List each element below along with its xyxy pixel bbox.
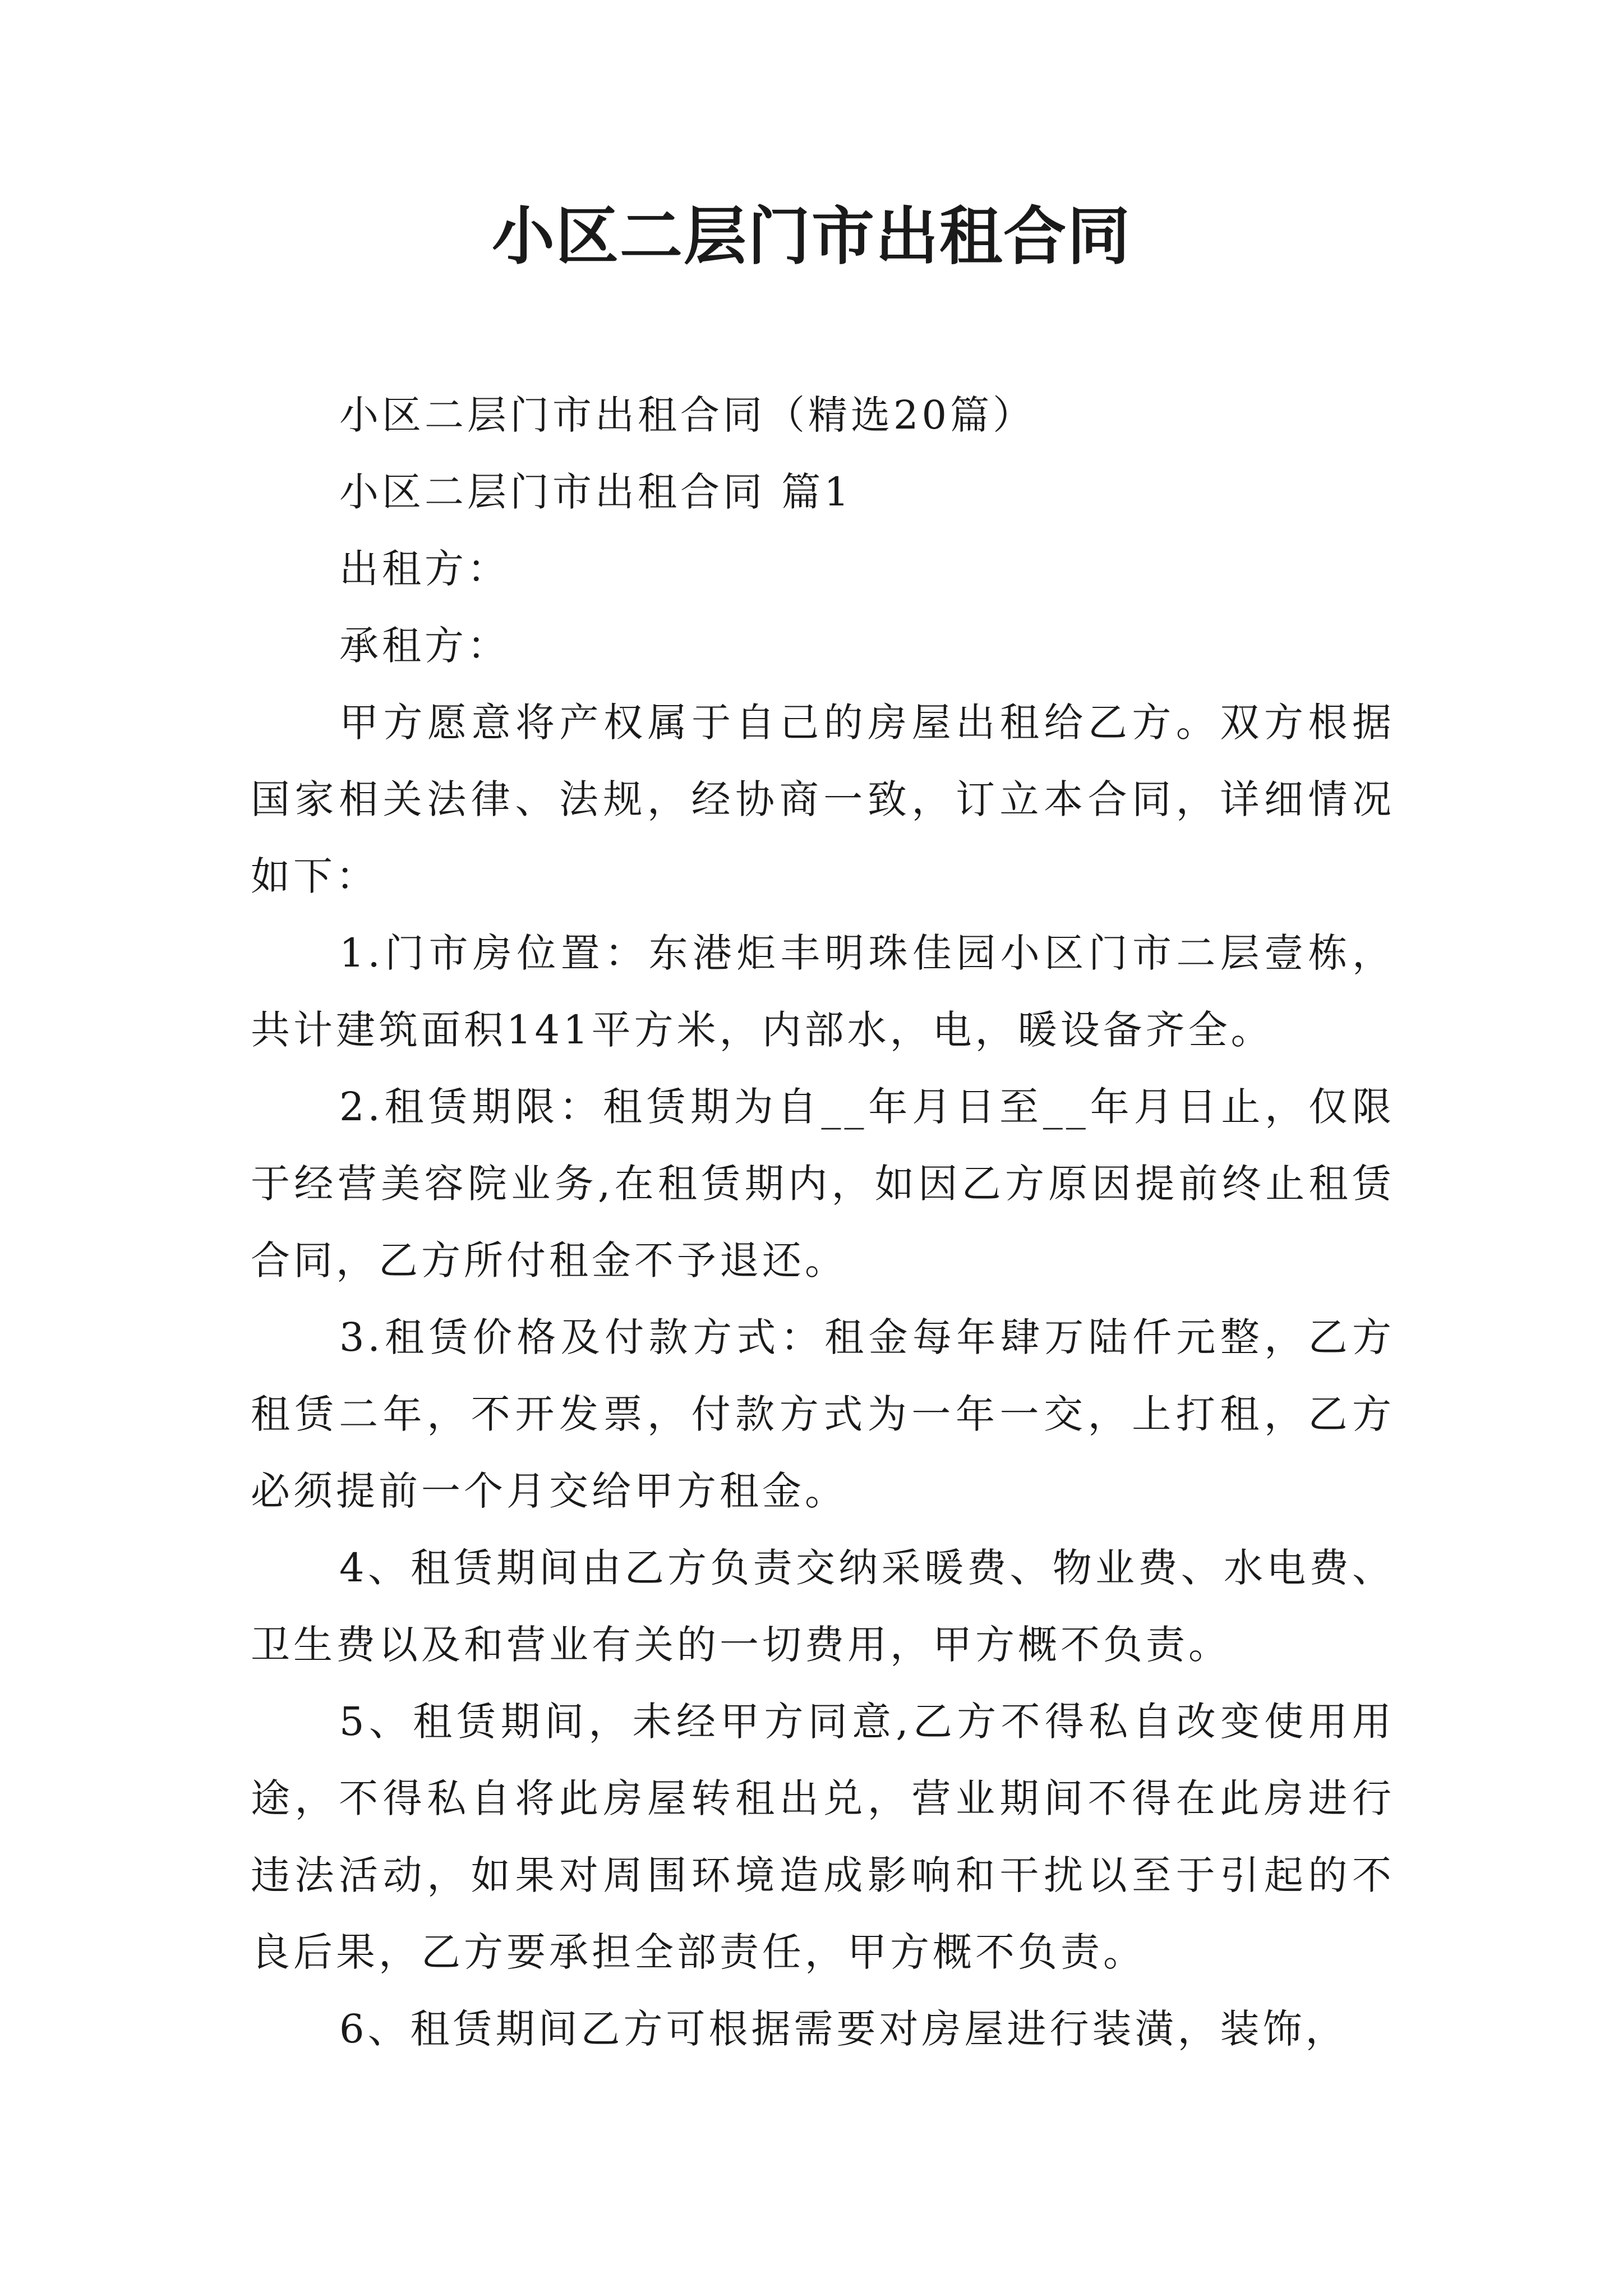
paragraph-section-heading: 小区二层门市出租合同 篇1 (339, 469, 852, 515)
paragraph-clause-4: 4、租赁期间由乙方负责交纳采暖费、物业费、水电费、卫生费以及和营业有关的一切费用，甲方概不负责。 (251, 1545, 1395, 1668)
paragraph-intro: 甲方愿意将产权属于自己的房屋出租给乙方。双方根据国家相关法律、法规，经协商一致，订立本合同，详细情况如下： (251, 700, 1395, 899)
document-title: 小区二层门市出租合同 (492, 200, 1131, 273)
paragraph-clause-5: 5、租赁期间，未经甲方同意,乙方不得私自改变使用用途，不得私自将此房屋转租出兑，营业期间不得在此房进行违法活动，如果对周围环境造成影响和干扰以至于引起的不良后果，乙方要承担全部责任，甲方概不负责。 (251, 1699, 1395, 1975)
paragraph-clause-2: 2.租赁期限：租赁期为自__年月日至__年月日止，仅限于经营美容院业务,在租赁期内，如因乙方原因提前终止租赁合同，乙方所付租金不予退还。 (251, 1084, 1395, 1283)
paragraph-clause-6: 6、租赁期间乙方可根据需要对房屋进行装潢，装饰， (339, 2006, 1348, 2052)
document-body (251, 377, 1395, 2068)
paragraph-lessor: 出租方： (339, 546, 510, 592)
paragraph-clause-1: 1.门市房位置：东港炬丰明珠佳园小区门市二层壹栋，共计建筑面积141平方米，内部水，电，暖设备齐全。 (251, 930, 1395, 1053)
paragraph-lessee: 承租方： (339, 623, 510, 669)
paragraph-subtitle: 小区二层门市出租合同（精选20篇） (339, 392, 1036, 438)
paragraph-clause-3: 3.租赁价格及付款方式：租金每年肆万陆仟元整，乙方租赁二年，不开发票，付款方式为一年一交，上打租，乙方必须提前一个月交给甲方租金。 (251, 1314, 1395, 1514)
